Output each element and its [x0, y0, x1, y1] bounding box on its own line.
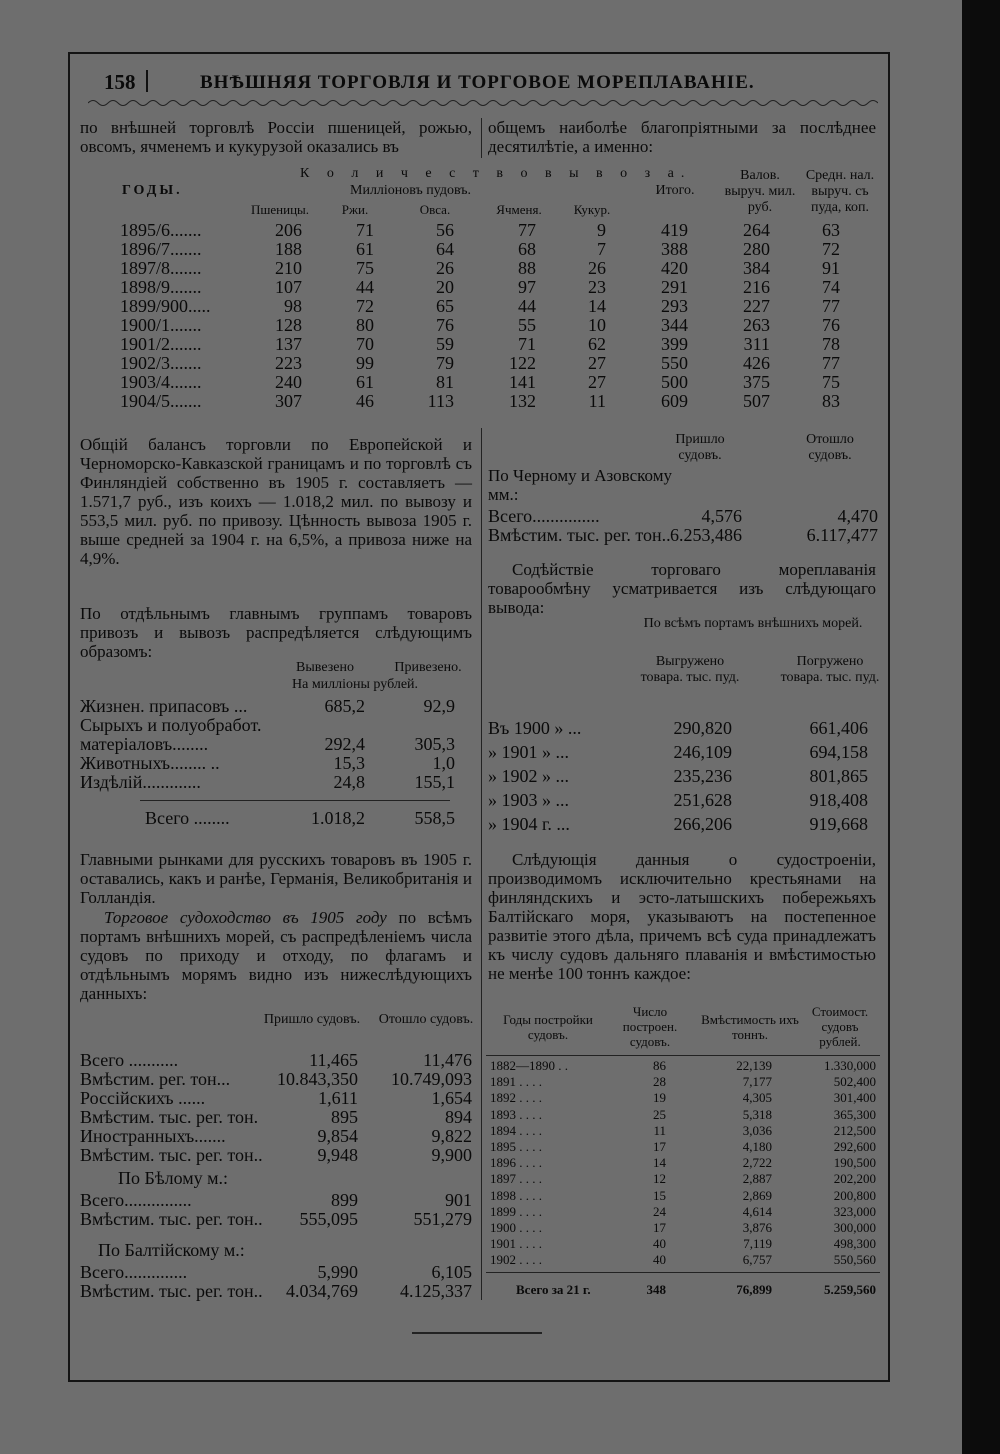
build-row-cell: 15 — [653, 1187, 666, 1203]
balance-paragraph: Общій балансъ торговли по Европейской и Черноморско-Кавказской границамъ и по торговлѣ съ Финляндіей собственно въ 1905 г. составляетъ — 1.571,7 руб., изъ коихъ — 1.018,2 мил. по вывозу и 553,5 мил. руб. по привозу. Цѣнность вывоза 1905 г. выше средней за 1904 г. на 6,5%, а привоза ниже на 4,9%. — [80, 435, 472, 568]
export-row-cell: 88 — [518, 258, 536, 278]
build-row-cell: 5,318 — [742, 1106, 772, 1122]
export-sub-head: Милліоновъ пудовъ. — [350, 183, 472, 198]
export-row-cell: 344 — [661, 315, 688, 335]
build-row-cell: 498,300 — [833, 1236, 876, 1252]
build-row-cell: 212,500 — [833, 1122, 876, 1138]
cargo-row — [0, 766, 960, 785]
cargo-row-cell: 246,109 — [673, 742, 732, 762]
ships-head-in: Пришло судовъ. — [263, 1012, 361, 1027]
build-row-cell: 1891 . . . . — [490, 1074, 542, 1090]
export-row-cell: 399 — [661, 334, 688, 354]
build-row-cell: 7,177 — [742, 1074, 772, 1090]
group-row-cell: 292,4 — [324, 734, 365, 754]
build-row-cell: 86 — [653, 1058, 666, 1073]
build-row-cell: 14 — [653, 1155, 666, 1171]
export-row-cell: 44 — [518, 296, 536, 316]
export-row-cell: 1900/1....... — [120, 315, 202, 335]
export-row-cell: 14 — [588, 296, 606, 316]
ships-row-cell: 894 — [445, 1107, 472, 1127]
export-row-cell: 9 — [597, 220, 606, 240]
ships-row-cell: 895 — [331, 1107, 358, 1127]
ships-row-cell: Вмѣстим. рег. тон... — [80, 1069, 231, 1089]
trade-paragraph: Содѣйствіе торговаго мореплаванія товарообмѣну усматривается изъ слѣдующаго вывода: — [488, 560, 876, 617]
export-row-cell: 128 — [275, 315, 302, 335]
build-total-rule — [486, 1272, 880, 1273]
build-row-cell: 2,869 — [742, 1187, 772, 1203]
baltic-row-cell: Всего.............. — [80, 1262, 188, 1282]
ships-row-cell: 1,611 — [318, 1088, 358, 1108]
build-row-cell: 200,800 — [833, 1187, 876, 1203]
black-sea-row-cell: Вмѣстим. тыс. рег. тон.. — [488, 525, 671, 545]
export-row-cell: 1896/7....... — [120, 239, 202, 259]
black-sea-row — [0, 506, 960, 525]
ships-row-cell: Россійскихъ ...... — [80, 1088, 206, 1108]
ornamental-rule — [88, 98, 878, 108]
cargo-row-cell: 919,668 — [809, 814, 868, 834]
group-row-cell: Издѣлій............. — [80, 772, 201, 792]
white-sea-row-cell: 555,095 — [299, 1209, 358, 1229]
export-row-cell: 388 — [661, 239, 688, 259]
export-row-cell: 291 — [661, 277, 688, 297]
export-row-cell: 99 — [356, 353, 374, 373]
ships-row-cell: 10.749,093 — [391, 1069, 472, 1089]
export-row-cell: 280 — [743, 239, 770, 259]
export-row-cell: 1901/2....... — [120, 334, 202, 354]
build-row-cell: 40 — [653, 1252, 666, 1268]
build-row-cell: 22,139 — [736, 1058, 772, 1073]
markets-paragraph: Главными рынками для русскихъ товаровъ въ 1905 г. оставались, какъ и ранѣе, Германія, Великобританія и Голландія. — [80, 850, 472, 907]
col-itogo: Итого. — [655, 183, 695, 198]
export-row-cell: 26 — [436, 258, 454, 278]
black-head-out: Отошло судовъ. — [806, 432, 854, 463]
export-row-cell: 426 — [743, 353, 770, 373]
export-row-cell: 1895/6....... — [120, 220, 202, 240]
build-row-cell: 1.330,000 — [824, 1058, 876, 1073]
baltic-label: По Балтійскому м.: — [98, 1240, 245, 1260]
export-row-cell: 68 — [518, 239, 536, 259]
export-row-cell: 63 — [822, 220, 840, 240]
export-row-cell: 137 — [275, 334, 302, 354]
export-row-cell: 206 — [275, 220, 302, 240]
baltic-row-cell: 4.125,337 — [400, 1281, 472, 1301]
group-row-cell: 92,9 — [423, 696, 455, 716]
build-col-years: Годы постройки судовъ. — [503, 1012, 593, 1042]
build-row-cell: 1902 . . . . — [490, 1252, 542, 1268]
build-row-cell: 1899 . . . . — [490, 1203, 542, 1219]
export-row — [0, 391, 960, 410]
page-header — [0, 66, 962, 96]
ships-row-cell: 9,822 — [431, 1126, 472, 1146]
groups-head-exported: Вывезено — [296, 660, 354, 675]
export-row-cell: 77 — [822, 296, 840, 316]
cargo-row-cell: 694,158 — [809, 742, 868, 762]
group-row-cell: 24,8 — [333, 772, 365, 792]
build-col-cost: Стоимост. судовъ рублей. — [811, 1004, 869, 1049]
build-row-cell: 3,876 — [742, 1220, 772, 1235]
export-row-cell: 72 — [356, 296, 374, 316]
ships-row-cell: Иностранныхъ....... — [80, 1126, 226, 1146]
group-row-cell: 1,0 — [432, 753, 455, 773]
build-row-cell: 6,757 — [742, 1252, 772, 1268]
ships-row-cell: Вмѣстим. тыс. рег. тон. — [80, 1107, 259, 1127]
groups-total-imp: 558,5 — [414, 808, 455, 828]
export-row-cell: 97 — [518, 277, 536, 297]
export-row-cell: 609 — [661, 391, 688, 411]
export-row — [0, 239, 960, 258]
baltic-row-cell: 6,105 — [431, 1262, 472, 1282]
export-row-cell: 550 — [661, 353, 688, 373]
export-row-cell: 77 — [518, 220, 536, 240]
export-row-cell: 64 — [436, 239, 454, 259]
export-row-cell: 70 — [356, 334, 374, 354]
cargo-row — [0, 790, 960, 809]
cargo-row-cell: 251,628 — [673, 790, 732, 810]
export-row-cell: 27 — [588, 353, 606, 373]
page-number: 158 — [104, 70, 136, 94]
export-row-cell: 72 — [822, 239, 840, 259]
build-row-cell: 301,400 — [833, 1090, 876, 1106]
export-row-cell: 227 — [743, 296, 770, 316]
build-row-cell: 2,887 — [742, 1171, 772, 1187]
white-sea-row-cell: 901 — [445, 1190, 472, 1210]
build-row-cell: 1892 . . . . — [490, 1090, 542, 1106]
build-row-cell: 11 — [653, 1122, 666, 1138]
groups-paragraph: По отдѣльнымъ главнымъ группамъ товаровъ привозъ и вывозъ распредѣляется слѣдующимъ образомъ: — [80, 604, 472, 661]
cargo-row-cell: 918,408 — [809, 790, 868, 810]
cargo-row-cell: 661,406 — [809, 718, 868, 738]
export-row — [0, 334, 960, 353]
export-row-cell: 27 — [588, 372, 606, 392]
export-row-cell: 507 — [743, 391, 770, 411]
build-row-cell: 292,600 — [833, 1139, 876, 1154]
build-row-cell: 2,722 — [742, 1155, 772, 1171]
white-sea-row-cell: Всего............... — [80, 1190, 192, 1210]
page-title: ВНѢШНЯЯ ТОРГОВЛЯ И ТОРГОВОЕ МОРЕПЛАВАНІЕ. — [200, 72, 755, 93]
build-row-cell: 4,305 — [742, 1090, 772, 1106]
export-row-cell: 26 — [588, 258, 606, 278]
group-row-cell: матеріаловъ........ — [80, 734, 209, 754]
export-row-cell: 420 — [661, 258, 688, 278]
intro-left-text: по внѣшней торговлѣ Россіи пшеницей, рожью, овсомъ, ячменемъ и кукурузой оказались въ — [80, 118, 472, 156]
export-row-cell: 80 — [356, 315, 374, 335]
export-row-cell: 10 — [588, 315, 606, 335]
build-row-cell: 190,500 — [833, 1155, 876, 1171]
black-sea-row-cell: 6.117,477 — [806, 525, 878, 545]
export-row — [0, 372, 960, 391]
white-sea-row-cell: 899 — [331, 1190, 358, 1210]
ships-row-cell: Всего ........... — [80, 1050, 179, 1070]
build-row-cell: 7,119 — [743, 1236, 772, 1252]
export-row — [0, 258, 960, 277]
export-row-cell: 293 — [661, 296, 688, 316]
intro-column-rule — [481, 118, 482, 158]
export-row-cell: 59 — [436, 334, 454, 354]
build-total-cost: 5.259,560 — [824, 1282, 876, 1297]
groups-head-imported: Привезено. — [394, 660, 462, 675]
groups-total-exp: 1.018,2 — [311, 808, 365, 828]
export-row — [0, 277, 960, 296]
cargo-row-cell: 290,820 — [673, 718, 732, 738]
col-barley: Ячменя. — [496, 202, 542, 217]
cargo-row-cell: Въ 1900 » ... — [488, 718, 582, 738]
export-row-cell: 1899/900..... — [120, 296, 211, 316]
cargo-row-cell: 266,206 — [673, 814, 732, 834]
cargo-row — [0, 814, 960, 833]
cargo-row-cell: » 1902 » ... — [488, 766, 569, 786]
group-row-cell: 15,3 — [333, 753, 365, 773]
export-row-cell: 311 — [743, 334, 770, 354]
build-row-cell: 25 — [653, 1106, 666, 1122]
build-row-cell: 4,180 — [742, 1139, 772, 1154]
white-sea-row-cell: 551,279 — [413, 1209, 472, 1229]
export-row-cell: 375 — [743, 372, 770, 392]
export-row-cell: 1897/8....... — [120, 258, 202, 278]
export-row-cell: 56 — [436, 220, 454, 240]
build-col-count: Число построен. судовъ. — [622, 1004, 678, 1049]
export-row-cell: 122 — [509, 353, 536, 373]
build-row-cell: 550,560 — [833, 1252, 876, 1268]
baltic-row-cell: 5,990 — [317, 1262, 358, 1282]
build-row-cell: 365,300 — [833, 1106, 876, 1122]
export-row-cell: 107 — [275, 277, 302, 297]
cargo-row-cell: » 1901 » ... — [488, 742, 569, 762]
cargo-row — [0, 742, 960, 761]
shipping-italic: Торговое судоходство въ 1905 году — [104, 908, 387, 927]
group-row-cell: Животныхъ........ .. — [80, 753, 220, 773]
export-row — [0, 315, 960, 334]
col-corn: Кукур. — [573, 202, 611, 217]
cargo-row — [0, 718, 960, 737]
export-row-cell: 264 — [743, 220, 770, 240]
group-row-cell: 305,3 — [414, 734, 455, 754]
cargo-row-cell: » 1904 г. ... — [488, 814, 570, 834]
cargo-col-unloaded: Выгружено товара. тыс. пуд. — [640, 654, 740, 685]
export-row-cell: 384 — [743, 258, 770, 278]
end-rule — [412, 1332, 542, 1334]
export-row-cell: 76 — [822, 315, 840, 335]
build-row-cell: 323,000 — [833, 1203, 876, 1219]
build-total-label: Всего за 21 г. — [516, 1282, 591, 1297]
export-row-cell: 132 — [509, 391, 536, 411]
black-sea-row — [0, 525, 960, 544]
export-row-cell: 240 — [275, 372, 302, 392]
build-row-cell: 502,400 — [833, 1074, 876, 1090]
ships-row-cell: 11,476 — [423, 1050, 472, 1070]
build-row-cell: 28 — [653, 1074, 666, 1090]
intro-right-text: общемъ наиболѣе благопріятными за послѣднее десятилѣтіе, а именно: — [488, 118, 876, 156]
export-row-cell: 77 — [822, 353, 840, 373]
export-row-cell: 419 — [661, 220, 688, 240]
build-total-row — [0, 1282, 900, 1301]
col-wheat: Пшеницы. — [250, 202, 310, 217]
export-row-cell: 216 — [743, 277, 770, 297]
build-row-cell: 17 — [653, 1139, 666, 1154]
build-row-cell: 1900 . . . . — [490, 1220, 542, 1235]
white-sea-label: По Бѣлому м.: — [118, 1168, 229, 1188]
ships-row-cell: 9,854 — [317, 1126, 358, 1146]
build-row — [0, 1252, 960, 1271]
build-row-cell: 1893 . . . . — [490, 1106, 542, 1122]
black-sea-row-cell: 4,470 — [837, 506, 878, 526]
col-average: Средн. нал. выруч. съ пуда, коп. — [805, 168, 875, 215]
export-row — [0, 353, 960, 372]
ships-row-cell: 9,900 — [431, 1145, 472, 1165]
cargo-row-cell: 235,236 — [673, 766, 732, 786]
build-row-cell: 3,036 — [742, 1122, 772, 1138]
shipping-paragraph — [80, 908, 472, 1003]
years-label: ГОДЫ. — [122, 183, 183, 198]
ships-head-out: Отошло судовъ. — [378, 1012, 474, 1027]
groups-total-label: Всего ........ — [145, 808, 230, 828]
build-row-cell: 19 — [653, 1090, 666, 1106]
export-row-cell: 83 — [822, 391, 840, 411]
export-row-cell: 11 — [588, 391, 606, 411]
export-row-cell: 71 — [356, 220, 374, 240]
export-row-cell: 113 — [427, 391, 454, 411]
build-row-cell: 24 — [653, 1203, 666, 1219]
build-row-cell: 300,000 — [833, 1220, 876, 1235]
export-row-cell: 44 — [356, 277, 374, 297]
cargo-row-cell: 801,865 — [809, 766, 868, 786]
build-row-cell: 1895 . . . . — [490, 1139, 542, 1154]
export-row-cell: 500 — [661, 372, 688, 392]
build-head-rule — [486, 1055, 880, 1056]
scan-right-border — [962, 0, 1000, 1454]
baltic-row-cell: Вмѣстим. тыс. рег. тон.. — [80, 1281, 263, 1301]
ships-row-cell: 9,948 — [317, 1145, 358, 1165]
export-row-cell: 76 — [436, 315, 454, 335]
export-row-cell: 188 — [275, 239, 302, 259]
export-row-cell: 62 — [588, 334, 606, 354]
ships-row-cell: Вмѣстим. тыс. рег. тон.. — [80, 1145, 263, 1165]
group-row-cell: 155,1 — [414, 772, 455, 792]
export-row-cell: 7 — [597, 239, 606, 259]
export-row-cell: 81 — [436, 372, 454, 392]
build-row-cell: 1894 . . . . — [490, 1122, 542, 1138]
shipbuild-paragraph: Слѣдующія данныя о судостроеніи, производимомъ исключительно крестьянами на финляндскихъ и эсто-латышскихъ побережьяхъ Балтійскаго моря, указываютъ на постепенное развитіе этого дѣла, причемъ всѣ суда принадлежатъ къ числу судовъ дальняго плаванія и вмѣстимостью не менѣе 100 тоннъ каждое: — [488, 850, 876, 983]
ships-row-cell: 10.843,350 — [277, 1069, 358, 1089]
build-row-cell: 1896 . . . . — [490, 1155, 542, 1171]
black-sea-row-cell: 6.253,486 — [670, 525, 742, 545]
col-oats: Овса. — [419, 202, 451, 217]
export-row-cell: 71 — [518, 334, 536, 354]
cargo-row-cell: » 1903 » ... — [488, 790, 569, 810]
export-row-cell: 74 — [822, 277, 840, 297]
build-row-cell: 1897 . . . . — [490, 1171, 542, 1187]
export-row-cell: 263 — [743, 315, 770, 335]
black-sea-row-cell: Всего............... — [488, 506, 600, 526]
export-row-cell: 98 — [284, 296, 302, 316]
export-row-cell: 61 — [356, 239, 374, 259]
export-row-cell: 307 — [275, 391, 302, 411]
export-row-cell: 1902/3....... — [120, 353, 202, 373]
build-row-cell: 4,614 — [742, 1203, 772, 1219]
export-row-cell: 20 — [436, 277, 454, 297]
group-row-cell: Жизнен. припасовъ ... — [80, 696, 248, 716]
groups-head-units: На милліоны рублей. — [292, 677, 419, 692]
export-row-cell: 210 — [275, 258, 302, 278]
export-row-cell: 61 — [356, 372, 374, 392]
export-row-cell: 75 — [356, 258, 374, 278]
group-row-cell: Сырыхъ и полуобработ. — [80, 715, 262, 735]
group-row-cell: 685,2 — [324, 696, 365, 716]
export-row-cell: 91 — [822, 258, 840, 278]
white-sea-row-cell: Вмѣстим. тыс. рег. тон.. — [80, 1209, 263, 1229]
col-gross: Валов. выруч. мил. руб. — [724, 168, 796, 215]
col-rye: Ржи. — [341, 202, 369, 217]
build-row-cell: 1901 . . . . — [490, 1236, 542, 1252]
export-row-cell: 75 — [822, 372, 840, 392]
cargo-head: По всѣмъ портамъ внѣшнихъ морей. — [643, 616, 863, 631]
export-row-cell: 79 — [436, 353, 454, 373]
header-divider — [146, 70, 148, 92]
export-row-cell: 65 — [436, 296, 454, 316]
export-row-cell: 55 — [518, 315, 536, 335]
export-row-cell: 223 — [275, 353, 302, 373]
export-row-cell: 1903/4....... — [120, 372, 202, 392]
build-row-cell: 202,200 — [833, 1171, 876, 1187]
export-row-cell: 46 — [356, 391, 374, 411]
build-row-cell: 12 — [653, 1171, 666, 1187]
black-head-in: Пришло судовъ. — [675, 432, 725, 463]
baltic-row-cell: 4.034,769 — [286, 1281, 358, 1301]
ships-row-cell: 1,654 — [431, 1088, 472, 1108]
group-row — [0, 696, 960, 715]
build-row-cell: 1898 . . . . — [490, 1187, 542, 1203]
black-sea-row-cell: 4,576 — [701, 506, 742, 526]
export-row-cell: 141 — [509, 372, 536, 392]
cargo-col-loaded: Погружено товара. тыс. пуд. — [780, 654, 880, 685]
export-row-cell: 23 — [588, 277, 606, 297]
export-row-cell: 78 — [822, 334, 840, 354]
export-row — [0, 220, 960, 239]
build-total-count: 348 — [646, 1282, 666, 1297]
export-row-cell: 1904/5....... — [120, 391, 202, 411]
black-sea-label: По Черному и Азовскому мм.: — [488, 466, 672, 504]
build-row-cell: 40 — [653, 1236, 666, 1252]
build-row-cell: 17 — [653, 1220, 666, 1235]
export-row-cell: 1898/9....... — [120, 277, 202, 297]
shipping-text: по всѣмъ портамъ внѣшнихъ морей, съ распредѣленіемъ числа судовъ по приходу и отходу, по флагамъ и отдѣльнымъ морямъ видно изъ нижеслѣдующихъ данныхъ: — [80, 908, 473, 1003]
ships-row-cell: 11,465 — [309, 1050, 358, 1070]
export-group-head: К о л и ч е с т в о в ы в о з а. — [300, 166, 692, 181]
build-col-tonnage: Вмѣстимость ихъ тоннъ. — [701, 1012, 799, 1042]
build-row-cell: 1882—1890 . . — [490, 1058, 568, 1073]
build-total-tonnage: 76,899 — [736, 1282, 772, 1297]
export-row — [0, 296, 960, 315]
